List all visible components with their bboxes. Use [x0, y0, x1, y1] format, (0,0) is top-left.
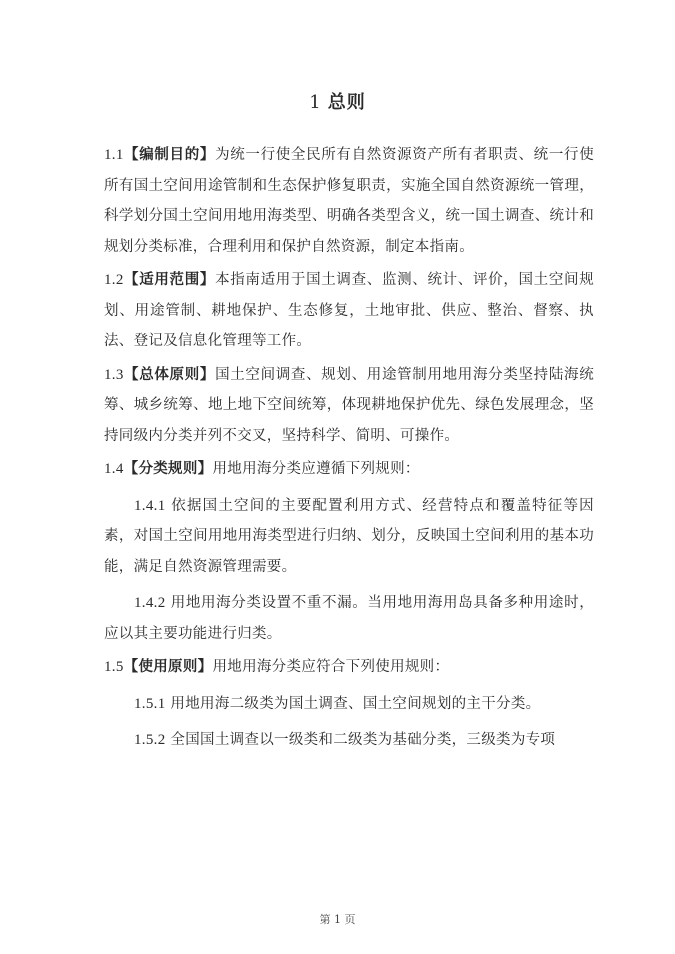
section-1-1 [104, 140, 594, 262]
chapter-number: 1 [309, 92, 322, 113]
section-text: 为统一行使全民所有自然资源资产所有者职责、统一行使所有国土空间用途管制和生态保护修复职责，实施全国自然资源统一管理，科学划分国土空间用地用海类型、明确各类型含义，统一国土调查、统计和规划分类标准，合理利用和保护自然资源，制定本指南。 [104, 147, 594, 255]
section-1-2 [104, 265, 594, 357]
section-keyword: 【总体原则】 [123, 366, 216, 383]
section-keyword: 【使用原则】 [123, 659, 213, 675]
section-text: 用地用海分类应符合下列使用规则： [212, 659, 450, 675]
document-body [104, 140, 594, 756]
section-number: 1.5.1 [134, 695, 166, 712]
section-keyword: 【适用范围】 [123, 272, 216, 288]
section-1-5-1 [104, 689, 594, 720]
section-number: 1.2 [104, 272, 124, 288]
section-text: 用地用海分类设置不重不漏。当用地用海用岛具备多种用途时，应以其主要功能进行归类。 [104, 595, 594, 642]
section-text: 用地用海二级类为国土调查、国土空间规划的主干分类。 [170, 695, 541, 712]
section-number: 1.3 [104, 366, 124, 383]
section-1-4-2 [104, 588, 594, 649]
section-number: 1.5 [104, 659, 124, 675]
section-number: 1.5.2 [134, 732, 166, 748]
section-number: 1.4.2 [134, 595, 166, 611]
section-text: 全国国土调查以一级类和二级类为基础分类，三级类为专项 [170, 732, 556, 748]
chapter-title [0, 88, 675, 114]
section-1-4 [104, 454, 594, 485]
section-1-4-1 [104, 491, 594, 583]
section-keyword: 【编制目的】 [123, 147, 216, 163]
section-1-3 [104, 360, 594, 452]
section-keyword: 【分类规则】 [123, 461, 213, 477]
section-number: 1.4 [104, 461, 124, 477]
section-text: 依据国土空间的主要配置利用方式、经营特点和覆盖特征等因素，对国土空间用地用海类型进行归纳、划分，反映国土空间利用的基本功能，满足自然资源管理需要。 [104, 497, 594, 575]
section-1-5 [104, 652, 594, 683]
chapter-title-text: 总则 [327, 92, 366, 113]
section-1-5-2 [104, 725, 594, 756]
section-text: 国土空间调查、规划、用途管制用地用海分类坚持陆海统筹、城乡统筹、地上地下空间统筹，体现耕地保护优先、绿色发展理念，坚持同级内分类并列不交叉，坚持科学、简明、可操作。 [104, 366, 594, 444]
section-text: 用地用海分类应遵循下列规则： [212, 461, 420, 477]
section-number: 1.4.1 [134, 497, 166, 514]
section-number: 1.1 [104, 147, 124, 163]
page-number-footer: 第 1 页 [319, 913, 356, 926]
section-text: 本指南适用于国土调查、监测、统计、评价，国土空间规划、用途管制、耕地保护、生态修复，土地审批、供应、整治、督察、执法、登记及信息化管理等工作。 [104, 272, 594, 349]
